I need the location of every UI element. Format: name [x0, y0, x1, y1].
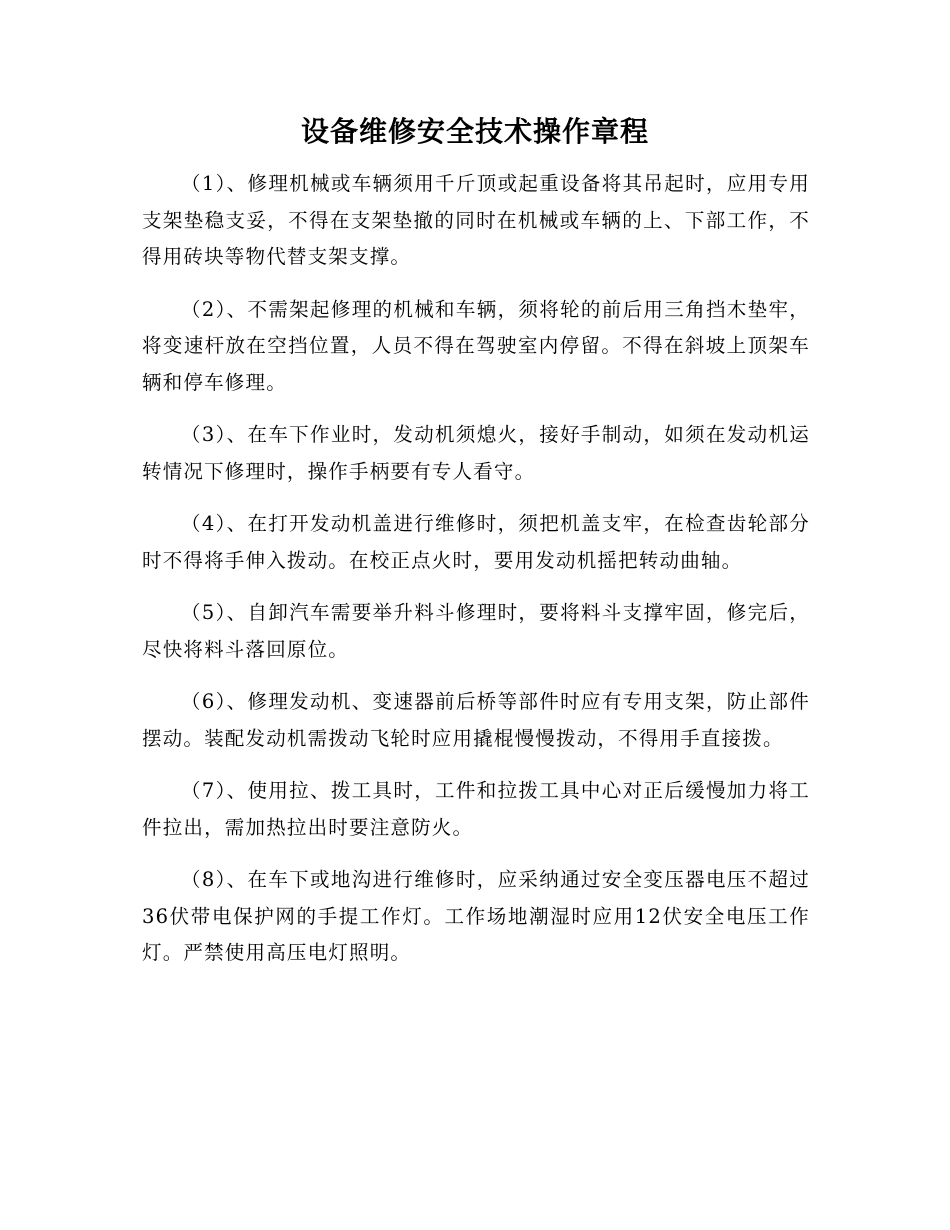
document-title: 设备维修安全技术操作章程 [300, 115, 649, 148]
paragraph-4: （4）、在打开发动机盖进行维修时，须把机盖支牢，在检查齿轮部分时不得将手伸入拨动。在校正点火时，要用发动机摇把转动曲轴。 [142, 512, 810, 572]
paragraph-7: （7）、使用拉、拨工具时，工件和拉拨工具中心对正后缓慢加力将工件拉出，需加热拉出时要注意防火。 [142, 779, 810, 839]
paragraph-6: （6）、修理发动机、变速器前后桥等部件时应有专用支架，防止部件摆动。装配发动机需拨动飞轮时应用撬棍慢慢拨动，不得用手直接拨。 [142, 690, 810, 750]
paragraph-5: （5）、自卸汽车需要举升料斗修理时，要将料斗支撑牢固，修完后，尽快将料斗落回原位。 [142, 601, 810, 661]
paragraph-8: （8）、在车下或地沟进行维修时，应采纳通过安全变压器电压不超过36伏带电保护网的手提工作灯。工作场地潮湿时应用12伏安全电压工作灯。严禁使用高压电灯照明。 [142, 868, 810, 964]
paragraph-1: （1）、修理机械或车辆须用千斤顶或起重设备将其吊起时，应用专用支架垫稳支妥，不得在支架垫撤的同时在机械或车辆的上、下部工作，不得用砖块等物代替支架支撑。 [142, 172, 810, 268]
paragraph-2: （2）、不需架起修理的机械和车辆，须将轮的前后用三角挡木垫牢，将变速杆放在空挡位置，人员不得在驾驶室内停留。不得在斜坡上顶架车辆和停车修理。 [142, 297, 810, 394]
document-body [142, 166, 810, 988]
paragraph-3: （3）、在车下作业时，发动机须熄火，接好手制动，如须在发动机运转情况下修理时，操作手柄要有专人看守。 [142, 423, 810, 483]
